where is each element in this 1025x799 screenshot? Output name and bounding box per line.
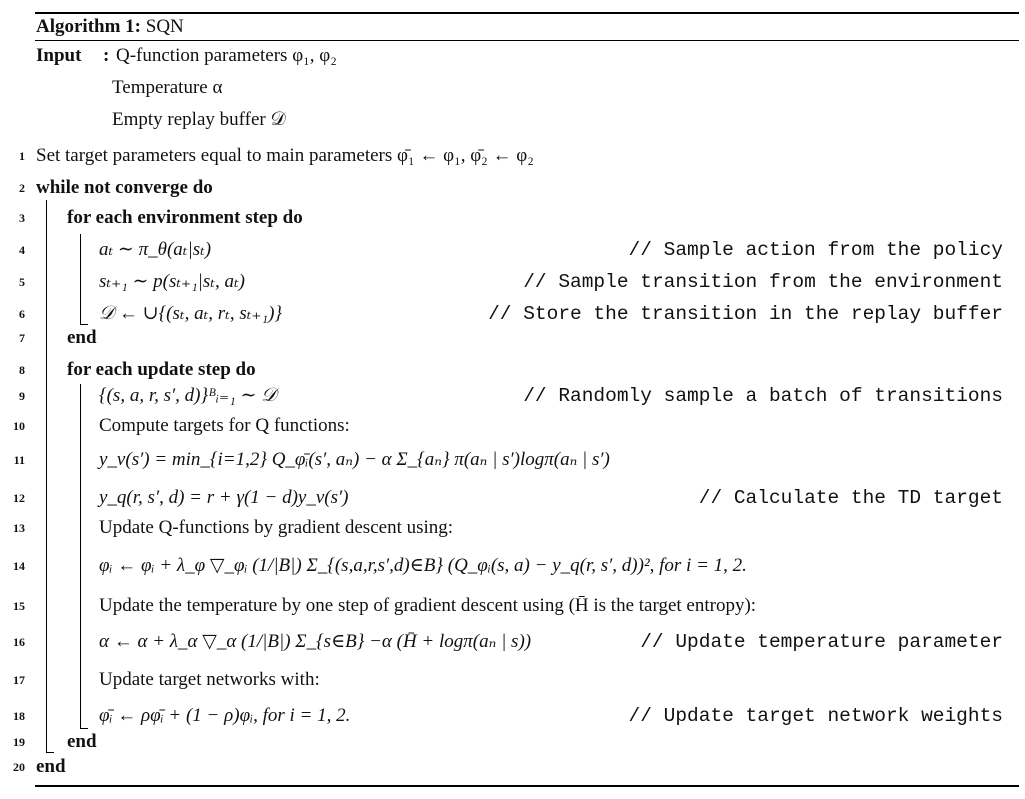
line-number: 17 xyxy=(13,673,25,687)
line-number: 2 xyxy=(19,181,25,195)
algorithm-label: Algorithm 1: xyxy=(36,16,142,37)
line-text: while not converge do xyxy=(36,177,213,198)
line-text: y_q(r, s′, d) = r + γ(1 − d)y_v(s′) xyxy=(99,487,349,508)
line-number: 14 xyxy=(13,559,25,573)
line-number: 3 xyxy=(19,211,25,225)
line-text: 𝒟 ← ∪{(sₜ, aₜ, rₜ, sₜ₊₁)} xyxy=(99,303,282,324)
line-number: 9 xyxy=(19,389,25,403)
line-number: 4 xyxy=(19,243,25,257)
line-number: 1 xyxy=(19,149,25,163)
input-colon: : xyxy=(103,45,110,66)
algo-line xyxy=(0,751,1025,783)
algo-line xyxy=(0,140,1025,172)
line-text: Update the temperature by one step of gradient descent using (H̄ is the target entropy): xyxy=(99,595,757,616)
line-text: sₜ₊₁ ∼ p(sₜ₊₁|sₜ, aₜ) xyxy=(99,271,245,292)
line-text: end xyxy=(36,756,66,777)
line-number: 19 xyxy=(13,735,25,749)
line-number: 16 xyxy=(13,635,25,649)
algo-line xyxy=(0,172,1025,204)
line-text: {(s, a, r, s′, d)}ᴮᵢ₌₁ ∼ 𝒟 xyxy=(99,385,277,406)
line-comment: // Update temperature parameter xyxy=(640,631,1003,653)
title-rule xyxy=(35,40,1019,41)
line-text: Update target networks with: xyxy=(99,669,320,690)
line-number: 18 xyxy=(13,709,25,723)
line-text: for each update step do xyxy=(67,359,256,380)
algo-line xyxy=(0,550,1025,582)
line-number: 10 xyxy=(13,419,25,433)
algo-line xyxy=(0,482,1025,514)
line-text: y_v(s′) = min_{i=1,2} Q_φ̄ᵢ(s′, aₙ) − α Σ_{aₙ} π(aₙ | s′)logπ(aₙ | s′) xyxy=(99,449,610,470)
line-text: α ← α + λ_α ▽_α (1/|B|) Σ_{s∈B} −α (H̄ + logπ(aₙ | s)) xyxy=(99,631,532,652)
algo-line xyxy=(0,590,1025,622)
algo-line xyxy=(0,444,1025,476)
algo-line xyxy=(0,512,1025,544)
line-number: 13 xyxy=(13,521,25,535)
algo-line xyxy=(0,626,1025,658)
algo-line xyxy=(0,266,1025,298)
line-text: Update Q-functions by gradient descent using: xyxy=(99,517,454,538)
line-number: 5 xyxy=(19,275,25,289)
input-label: Input xyxy=(36,45,82,66)
line-number: 8 xyxy=(19,363,25,377)
input-line-3: Empty replay buffer 𝒟 xyxy=(112,109,286,130)
line-number: 20 xyxy=(13,760,25,774)
line-text: Compute targets for Q functions: xyxy=(99,415,350,436)
algo-line xyxy=(0,664,1025,696)
line-text: end xyxy=(67,327,97,348)
algorithm-name: SQN xyxy=(145,16,184,37)
line-number: 12 xyxy=(13,491,25,505)
line-comment: // Randomly sample a batch of transitions xyxy=(523,385,1003,407)
input-line-1: Q-function parameters φ₁, φ₂ xyxy=(116,45,337,66)
algo-line xyxy=(0,202,1025,234)
algo-line xyxy=(0,322,1025,354)
line-comment: // Update target network weights xyxy=(628,705,1003,727)
line-text: end xyxy=(67,731,97,752)
bottom-rule xyxy=(35,785,1019,787)
line-number: 11 xyxy=(13,453,25,467)
line-number: 7 xyxy=(19,331,25,345)
input-line-2: Temperature α xyxy=(112,77,223,98)
line-comment: // Store the transition in the replay buffer xyxy=(488,303,1003,325)
algorithm-title xyxy=(36,15,184,39)
top-rule xyxy=(35,12,1019,14)
line-text: φ̄ᵢ ← ρφ̄ᵢ + (1 − ρ)φᵢ, for i = 1, 2. xyxy=(99,705,351,726)
algo-line xyxy=(0,380,1025,412)
line-comment: // Sample action from the policy xyxy=(628,239,1003,261)
line-number: 15 xyxy=(13,599,25,613)
line-text: φᵢ ← φᵢ + λ_φ ▽_φᵢ (1/|B|) Σ_{(s,a,r,s′,d)∈B} (Q_φᵢ(s, a) − y_q(r, s′, d))², for i = 1, 2. xyxy=(99,555,747,576)
algo-line xyxy=(0,410,1025,442)
algo-line xyxy=(0,234,1025,266)
line-comment: // Sample transition from the environment xyxy=(523,271,1003,293)
line-number: 6 xyxy=(19,307,25,321)
line-text: Set target parameters equal to main parameters φ̄₁ ← φ₁, φ̄₂ ← φ₂ xyxy=(36,145,534,166)
line-comment: // Calculate the TD target xyxy=(698,487,1003,509)
line-text: for each environment step do xyxy=(67,207,303,228)
line-text: aₜ ∼ π_θ(aₜ|sₜ) xyxy=(99,239,212,260)
